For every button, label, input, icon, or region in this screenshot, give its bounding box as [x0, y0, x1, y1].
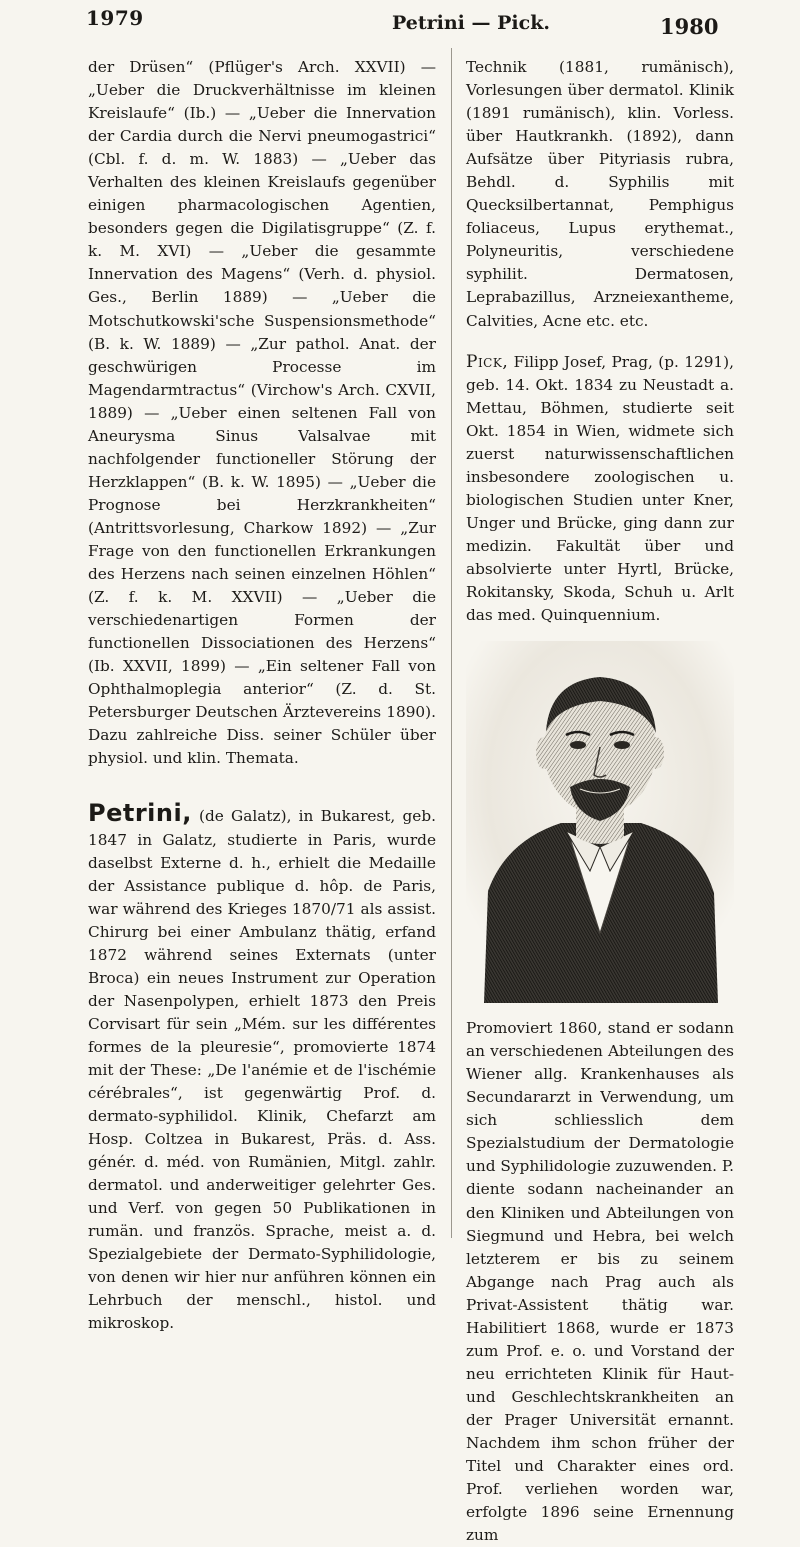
entry-text-petrini: (de Galatz), in Bukarest, geb. 1847 in Galatz, studierte in Paris, wurde daselbst Externe d. h., erhielt die Medaille der Assistance publique d. hôp. de Paris, war während des Krieges 1870/71 als assist. Chirurg bei einer Ambulanz thätig, erfand 1872 während seines Externats (unter Broca) ein neues Instrument zur Operation der Nasenpolypen, erhielt 1873 den Preis Corvisart für sein „Mém. sur les différentes formes de la pleuresie“, promovierte 1874 mit der These: „De l'anémie et de l'ischémie cérébrales“, ist gegenwärtig Prof. d. dermato-syphilidol. Klinik, Chefarzt am Hosp. Coltzea in Bukarest, Präs. d. Ass. génér. d. méd. von Rumänien, Mitgl. zahlr. dermatol. und anderweitiger gelehrter Ges. und Verf. von gegen 50 Publikationen in rumän. und französ. Sprache, meist a. d. Spezialgebiete der Dermato-Syphilidologie, von denen wir hier nur anführen können ein Lehrbuch der menschl., histol. und mikroskop. — [88, 807, 436, 1333]
entry-name-pick: Pick, — [466, 351, 509, 372]
column-divider — [451, 48, 452, 1238]
entry-name-petrini: Petrini, — [88, 799, 192, 828]
portrait-image — [466, 641, 734, 1003]
left-column — [88, 56, 436, 1336]
entry-petrini — [88, 799, 436, 1335]
right-column — [466, 56, 734, 1547]
entry-continuation: der Drüsen“ (Pflüger's Arch. XXVII) — „Ueber die Druckverhältnisse im kleinen Kreislaufe“ (Ib.) — „Ueber die Innervation der Cardia durch die Nervi pneumogastrici“ (Cbl. f. d. m. W. 1883) — „Ueber das Verhalten des kleinen Kreislaufs gegenüber einigen pharmacologischen Agentien, besonders gegen die Digilatisgruppe“ (Z. f. k. M. XVI) — „Ueber die gesammte Innervation des Magens“ (Verh. d. physiol. Ges., Berlin 1889) — „Ueber die Motschutkowski'sche Suspensionsmethode“ (B. k. W. 1889) — „Zur pathol. Anat. der geschwürigen Processe im Magendarmtractus“ (Virchow's Arch. CXVII, 1889) — „Ueber einen seltenen Fall von Aneurysma Sinus Valsalvae mit nachfolgender functioneller Störung der Herzklappen“ (B. k. W. 1895) — „Ueber die Prognose bei Herzkrankheiten“ (Antrittsvorlesung, Charkow 1892) — „Zur Frage von den functionellen Erkrankungen des Herzens nach seinen einzelnen Höhlen“ (Z. f. k. M. XXVII) — „Ueber die verschiedenartigen Formen der functionellen Dissociationen des Herzens“ (Ib. XXVII, 1899) — „Ein seltener Fall von Ophthalmoplegia anterior“ (Z. d. St. Petersburger Deutschen Ärztevereins 1890). Dazu zahlreiche Diss. seiner Schüler über physiol. und klin. Themata. — [88, 58, 436, 768]
entry-pick — [466, 351, 734, 628]
portrait-engraving — [466, 641, 734, 1003]
page-number-left: 1979 — [86, 6, 144, 30]
entry-text-pick: Filipp Josef, Prag, (p. 1291), geb. 14. Okt. 1834 zu Neustadt a. Mettau, Böhmen, studierte seit Okt. 1854 in Wien, widmete sich zuerst naturwissenschaftlichen insbesondere zoologischen u. biologischen Studien unter Kner, Unger und Brücke, ging dann zur medizin. Fakultät über und absolvierte unter Hyrtl, Brücke, Rokitansky, Skoda, Schuh u. Arlt das med. Quinquennium. — [466, 352, 734, 625]
page-number-right: 1980 — [660, 14, 719, 39]
entry-pick-continued: Promoviert 1860, stand er sodann an verschiedenen Abteilungen des Wiener allg. Krankenhauses als Secundararzt in Verwendung, um sich schliesslich dem Spezialstudium der Dermatologie und Syphilidologie zuzuwenden. P. diente sodann nacheinander an den Kliniken und Abteilungen von Siegmund und Hebra, bei welch letzterem er bis zu seinem Abgange nach Prag auch als Privat-Assistent thätig war. Habilitiert 1868, wurde er 1873 zum Prof. e. o. und Vorstand der neu errichteten Klinik für Haut- und Geschlechtskrankheiten an der Prager Universität ernannt. Nachdem ihm schon früher der Titel und Charakter eines ord. Prof. verliehen worden war, erfolgte 1896 seine Ernennung zum — [466, 1019, 734, 1545]
page-header — [0, 6, 800, 42]
entry-continuation-right: Technik (1881, rumänisch), Vorlesungen über dermatol. Klinik (1891 rumänisch), klin. Vorless. über Hautkrankh. (1892), dann Aufsätze über Pityriasis rubra, Behdl. d. Syphilis mit Quecksilbertannat, Pemphigus foliaceus, Lupus erythemat., Polyneuritis, verschiedene syphilit. Dermatosen, Leprabazillus, Arzneiexantheme, Calvities, Acne etc. etc. — [466, 58, 734, 330]
running-head: Petrini — Pick. — [392, 12, 550, 34]
